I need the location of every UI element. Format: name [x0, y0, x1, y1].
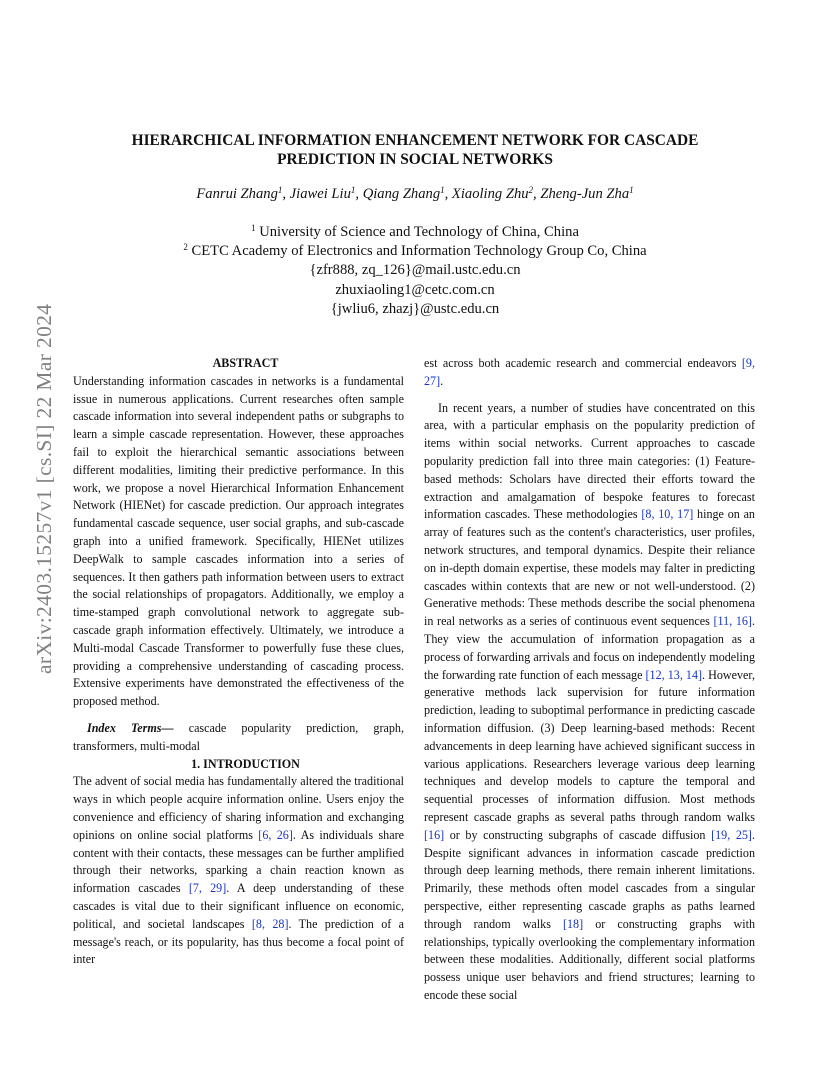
- citation-link[interactable]: [6, 26]: [258, 827, 293, 842]
- text-run: hinge on an array of features such as the content's characteristics, user profiles, network structures, and temporal dynamics. Despite their reliance on in-depth domain expertise, these models may falter in predicting cascades within contexts that are new or not well-understood. (2) Generative methods: These methods describe the social phenomena in real networks as a series of continuous event sequences: [424, 507, 755, 629]
- affiliation: [80, 242, 750, 261]
- author-name: Xiaoling Zhu: [451, 186, 529, 202]
- affiliations: [80, 223, 750, 319]
- citation-link[interactable]: [19, 25]: [711, 827, 752, 842]
- author-name: Zheng-Jun Zha: [540, 186, 630, 202]
- text-run: . However, generative methods lack supervision for future information prediction, leading to suboptimal performance in predicting cascade information diffusion. (3) Deep learning-based methods: Recent advancements in deep learning have achieved significant success in various applications. Researchers leverage various deep learning techniques and develop models to capture the temporal and sequential processes of information diffusion. Most methods represent cascade graphs as several paths through random walks: [424, 667, 755, 824]
- text-run: . A deep understanding of these cascades is vital due to their significant influence on economic, political, and societal landscapes: [73, 881, 405, 931]
- index-terms-label: Index Terms—: [87, 720, 174, 735]
- text-run: . They view the accumulation of information propagation as a process of forwarding arrivals and focus on independently modeling the forwarding rate function of each message: [424, 614, 755, 682]
- author-affil-marker: 2: [528, 185, 534, 195]
- affiliation-text: University of Science and Technology of China, China: [259, 224, 579, 240]
- abstract-heading: ABSTRACT: [212, 356, 279, 370]
- index-terms: [73, 720, 404, 756]
- intro-paragraph-1-continued: [424, 355, 755, 391]
- author-affil-marker: 1: [277, 185, 283, 195]
- citation-link[interactable]: [16]: [424, 827, 445, 842]
- citation-link[interactable]: [8, 10, 17]: [641, 507, 694, 522]
- arxiv-stamp: arXiv:2403.15257v1 [cs.SI] 22 Mar 2024: [32, 303, 56, 674]
- citation-link[interactable]: [11, 16]: [713, 614, 752, 629]
- affiliation-text: CETC Academy of Electronics and Information Technology Group Co, China: [191, 243, 647, 260]
- author-name: Fanrui Zhang: [196, 186, 278, 202]
- citation-link[interactable]: [18]: [562, 916, 584, 931]
- abstract-body: Understanding information cascades in networks is a fundamental issue in numerous applications. Current researches often sample cascade information into several independent paths or subgraphs to learn a simple cascade representation. However, these approaches fail to exploit the hierarchical semantic associations between different modalities, limiting their predictive performance. In this work, we propose a novel Hierarchical Information Enhancement Network (HIENet) for cascade prediction. Our approach integrates fundamental cascade sequence, user social graphs, and sub-cascade graph into a unified framework. Specifically, HIENet utilizes DeepWalk to sample cascades information into a series of sequences. It then gathers path information between users to extract the social relationships of propagators. Additionally, we employ a time-stamped graph convolutional network to aggregate sub-cascade graph information effectively. Ultimately, we introduce a Multi-modal Cascade Transformer to powerfully fuse these clues, providing a comprehensive understanding of cascading process. Extensive experiments have demonstrated the effectiveness of the proposed method.: [73, 373, 404, 709]
- index-terms-text: cascade popularity prediction, graph, transformers, multi-modal: [73, 720, 404, 753]
- author-affil-marker: 1: [629, 185, 634, 195]
- text-run: est across both academic research and commercial endeavors: [424, 356, 742, 370]
- text-run: In recent years, a number of studies have concentrated on this area, with a particular emphasis on the popularity prediction of items within social networks. Current approaches to cascade popularity prediction fall into three main categories: (1) Feature-based methods: Scholars have directed their efforts toward the extraction and amalgamation of bespoke features to forecast information cascades. These methodologies: [424, 400, 755, 522]
- text-run: . Despite significant advances in information cascade prediction through deep learning methods, there remain inherent limitations. Primarily, these methods often model cascades from a singular perspective, either representing cascade graphs as paths learned through random walks: [424, 827, 755, 931]
- author-name: Qiang Zhang: [362, 186, 441, 202]
- section-heading: 1. INTRODUCTION: [191, 756, 300, 771]
- email-line: {jwliu6, zhazj}@ustc.edu.cn: [330, 300, 500, 317]
- text-run: .: [440, 373, 444, 388]
- author-affil-marker: 1: [350, 185, 356, 195]
- title-line: HIERARCHICAL INFORMATION ENHANCEMENT NETWORK FOR CASCADE: [131, 132, 699, 149]
- affiliation: [80, 223, 750, 242]
- title-line: PREDICTION IN SOCIAL NETWORKS: [277, 151, 553, 168]
- author-list: Fanrui Zhang$^1$, Jiawei Liu$^1$, Qiang Zhang$^1$, Xiaoling Zhu$^2$, Zheng-Jun Zha$^1$: [196, 185, 634, 202]
- text-run: The advent of social media has fundamentally altered the traditional ways in which people acquire information online. Users enjoy the convenience and efficiency of sharing information and exchanging opinions on online social platforms: [73, 774, 404, 842]
- citation-link[interactable]: [9, 27]: [424, 356, 755, 388]
- email-line: zhuxiaoling1@cetc.com.cn: [335, 281, 495, 298]
- intro-paragraph-2: [424, 400, 755, 1005]
- affiliation-marker: 2: [183, 242, 188, 253]
- paper-title: [100, 131, 730, 169]
- text-run: or constructing graphs with relationships, typically overlooking the complementary information between these modalities. Additionally, different social platforms possess unique user behaviors and friend structures; learning to encode these social: [424, 916, 755, 1002]
- citation-link[interactable]: [12, 13, 14]: [645, 667, 703, 682]
- intro-paragraph-1: [73, 773, 404, 969]
- email-line: {zfr888, zq_126}@mail.ustc.edu.cn: [309, 262, 521, 279]
- author-affil-marker: 1: [440, 185, 445, 195]
- affiliation-marker: 1: [251, 223, 256, 233]
- text-run: . As individuals share content with their contacts, these messages can be further amplified through their networks, sparking a chain reaction known as information cascades: [73, 827, 404, 896]
- left-column: [73, 355, 404, 969]
- author-name: Jiawei Liu: [289, 186, 351, 202]
- text-run: or by constructing subgraphs of cascade diffusion: [444, 827, 712, 842]
- text-run: . The prediction of a message's reach, or its popularity, has thus become a focal point of inter: [73, 916, 405, 967]
- citation-link[interactable]: [8, 28]: [251, 916, 289, 931]
- citation-link[interactable]: [7, 29]: [188, 881, 227, 896]
- right-column: [424, 355, 755, 1005]
